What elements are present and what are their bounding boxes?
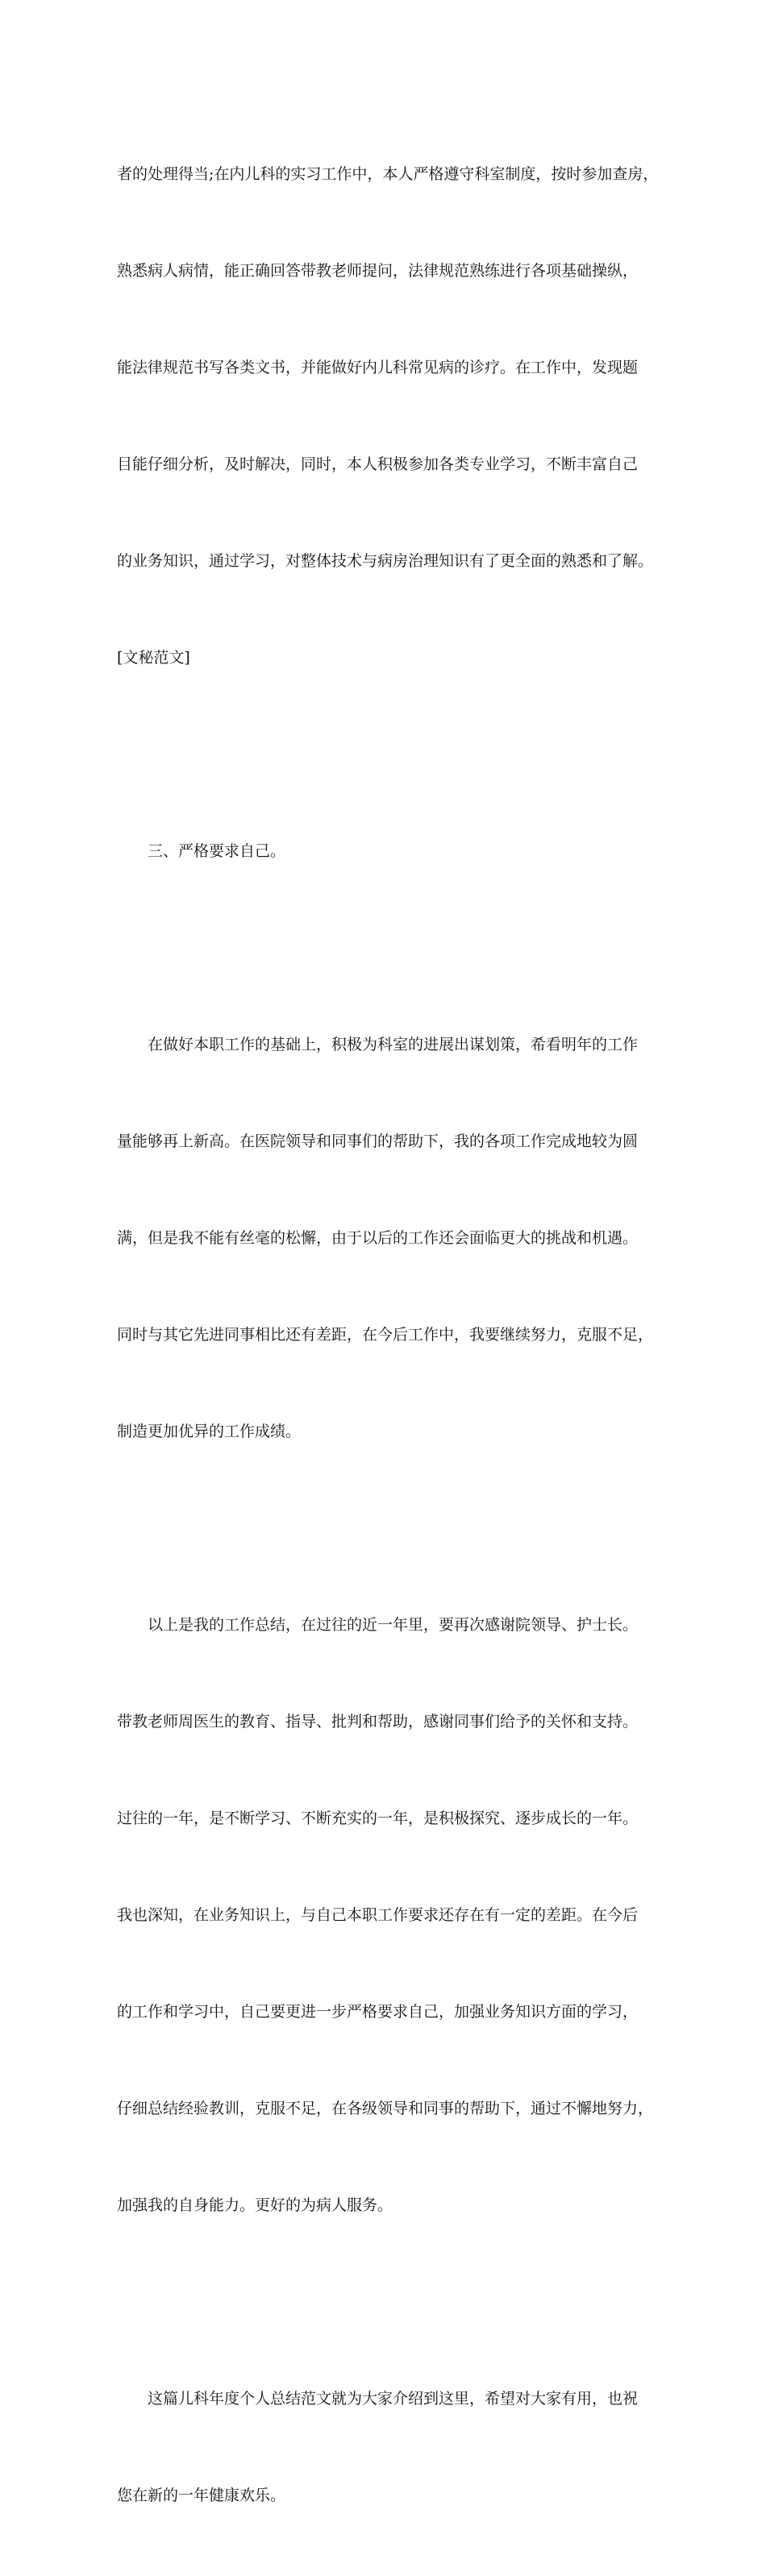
text-line: 加强我的自身能力。更好的为病人服务。 [117, 2196, 393, 2214]
text-line: 带教老师周医生的教育、指导、批判和帮助，感谢同事们给予的关怀和支持。 [117, 1713, 639, 1730]
text-line: 目能仔细分析，及时解决，同时，本人积极参加各类专业学习，不断丰富自己 [117, 455, 639, 473]
text-line: 者的处理得当;在内儿科的实习工作中，本人严格遵守科室制度，按时参加查房， [117, 165, 659, 183]
text-line: 您在新的一年健康欢乐。 [117, 2487, 286, 2504]
text-line: 量能够再上新高。在医院领导和同事们的帮助下，我的各项工作完成地较为圆 [117, 1132, 639, 1150]
text-line: 的工作和学习中，自己要更进一步严格要求自己，加强业务知识方面的学习， [117, 2003, 639, 2021]
paragraph-gap [117, 1512, 657, 1544]
text-line: 以上是我的工作总结，在过往的近一年里，要再次感谢院领导、护士长。 [148, 1616, 639, 1634]
heading-line: 三、严格要求自己。 [148, 842, 286, 860]
text-line: 熟悉病人病情，能正确回答带教老师提问，法律规范熟练进行各项基础操纵， [117, 262, 639, 280]
paragraph-p3 [117, 964, 657, 1512]
text-line: 在做好本职工作的基础上，积极为科室的进展出谋划策，希看明年的工作 [148, 1036, 639, 1053]
text-line: [文秘范文] [117, 649, 190, 667]
text-line: 的业务知识，通过学习，对整体技术与病房治理知识有了更全面的熟悉和了解。 [117, 552, 654, 570]
paragraph-gap [117, 738, 657, 771]
text-line: 制造更加优异的工作成绩。 [117, 1423, 302, 1440]
paragraph-gap [117, 2286, 657, 2318]
text-line: 仔细总结经验教训，克服不足，在各级领导和同事的帮助下，通过不懈地努力， [117, 2100, 654, 2117]
text-line: 这篇儿科年度个人总结范文就为大家介绍到这里，希望对大家有用，也祝 [148, 2390, 639, 2408]
text-line: 我也深知，在业务知识上，与自己本职工作要求还存在有一定的差距。在今后 [117, 1906, 639, 1924]
document-body [117, 93, 657, 2576]
text-line: 过往的一年，是不断学习、不断充实的一年，是积极探究、逐步成长的一年。 [117, 1809, 639, 1827]
paragraph-p5 [117, 2318, 657, 2576]
paragraph-p4 [117, 1544, 657, 2286]
text-line: 同时与其它先进同事相比还有差距，在今后工作中，我要继续努力，克服不足， [117, 1326, 654, 1344]
paragraph-p1 [117, 93, 657, 738]
section-heading [117, 771, 657, 932]
text-line: 能法律规范书写各类文书，并能做好内儿科常见病的诊疗。在工作中，发现题 [117, 359, 639, 376]
text-line: 满，但是我不能有丝毫的松懈，由于以后的工作还会面临更大的挑战和机遇。 [117, 1229, 639, 1247]
paragraph-gap [117, 932, 657, 964]
